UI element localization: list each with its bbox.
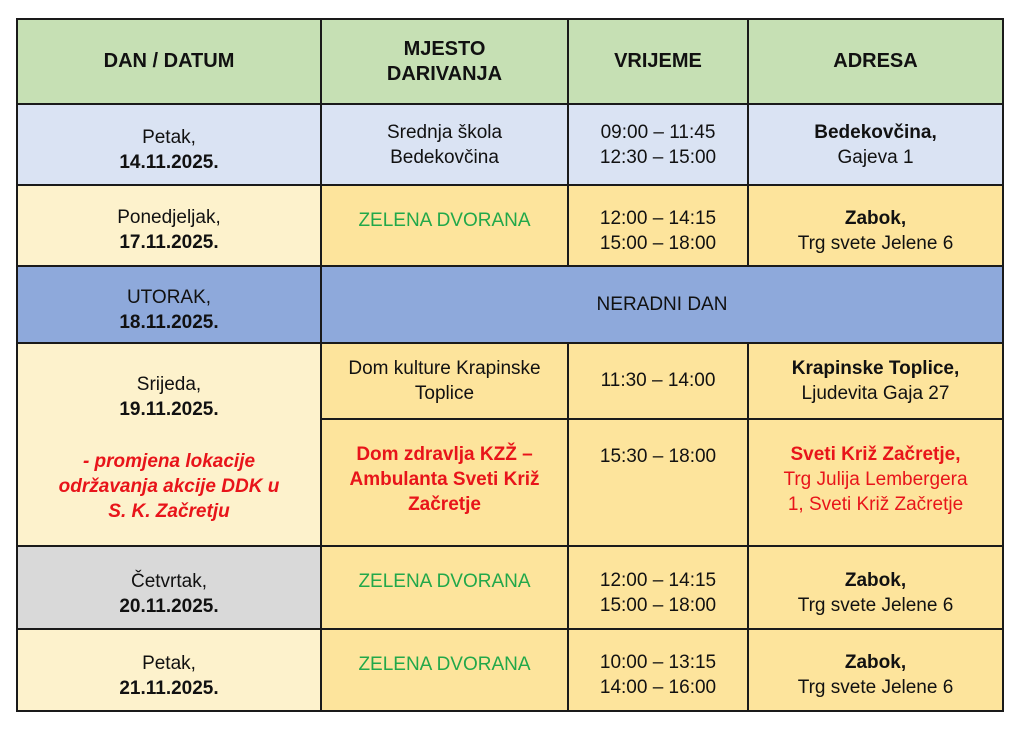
header-row	[17, 19, 1003, 104]
day-date-cell	[17, 343, 321, 546]
place-line: Dom zdravlja KZŽ –	[356, 444, 533, 465]
table-row-closed	[17, 266, 1003, 343]
closed-day-cell: NERADNI DAN	[321, 266, 1003, 343]
place-line: Bedekovčina	[390, 146, 499, 168]
table-row	[17, 343, 1003, 419]
place-cell	[321, 629, 568, 711]
place-line: Ambulanta Sveti Križ	[349, 469, 540, 490]
place-cell	[321, 546, 568, 629]
date-label: 19.11.2025.	[119, 399, 219, 420]
time-slot: 12:30 – 15:00	[599, 146, 717, 168]
day-label: Petak,	[142, 653, 196, 674]
address-street: 1, Sveti Križ Začretje	[787, 494, 964, 515]
location-change-note: održavanja akcije DDK u	[58, 476, 280, 497]
place-cell	[321, 185, 568, 266]
address-town: Bedekovčina,	[814, 121, 937, 143]
location-change-note: S. K. Začretju	[108, 501, 230, 522]
time-cell	[568, 185, 748, 266]
day-label: Četvrtak,	[130, 570, 208, 592]
date-label: 21.11.2025.	[119, 678, 219, 699]
address-cell	[748, 185, 1003, 266]
address-town: Zabok,	[844, 652, 907, 673]
place-line: Toplice	[414, 383, 475, 404]
time-slot: 12:00 – 14:15	[599, 569, 717, 591]
place-cell	[321, 343, 568, 419]
address-cell	[748, 419, 1003, 546]
address-street: Gajeva 1	[837, 146, 914, 168]
day-label: Ponedjeljak,	[117, 206, 221, 228]
time-slot: 15:00 – 18:00	[599, 232, 717, 254]
day-date-cell	[17, 266, 321, 343]
table-row	[17, 104, 1003, 185]
address-street: Ljudevita Gaja 27	[801, 383, 950, 404]
table-row	[17, 185, 1003, 266]
place-line: Začretje	[408, 494, 481, 515]
time-slot: 10:00 – 13:15	[599, 652, 717, 673]
header-address: ADRESA	[748, 19, 1003, 104]
place-line: ZELENA DVORANA	[358, 210, 531, 231]
time-slot: 15:30 – 18:00	[599, 446, 717, 467]
address-cell	[748, 629, 1003, 711]
address-street: Trg svete Jelene 6	[797, 677, 954, 698]
header-place-line1: MJESTO	[403, 37, 486, 60]
day-label: Srijeda,	[136, 374, 202, 395]
address-town: Zabok,	[844, 569, 907, 591]
day-date-cell	[17, 546, 321, 629]
place-line: Dom kulture Krapinske	[348, 358, 541, 379]
time-cell	[568, 343, 748, 419]
time-cell	[568, 546, 748, 629]
address-street: Trg svete Jelene 6	[797, 594, 954, 616]
header-time: VRIJEME	[568, 19, 748, 104]
time-slot: 12:00 – 14:15	[599, 207, 717, 229]
address-cell	[748, 546, 1003, 629]
place-line: ZELENA DVORANA	[358, 571, 531, 592]
table-row	[17, 629, 1003, 711]
day-label: Petak,	[142, 126, 196, 148]
time-cell	[568, 629, 748, 711]
location-change-note: - promjena lokacije	[82, 451, 256, 472]
date-label: 14.11.2025.	[119, 151, 219, 173]
header-place	[321, 19, 568, 104]
time-slot: 14:00 – 16:00	[599, 677, 717, 698]
time-slot: 15:00 – 18:00	[599, 594, 717, 616]
header-place-line2: DARIVANJA	[386, 62, 503, 85]
time-cell	[568, 419, 748, 546]
address-street: Trg Julija Lembergera	[783, 469, 968, 490]
day-date-cell	[17, 629, 321, 711]
day-date-cell	[17, 185, 321, 266]
header-day-date: DAN / DATUM	[17, 19, 321, 104]
address-cell	[748, 343, 1003, 419]
address-town: Zabok,	[844, 207, 907, 229]
day-label: UTORAK,	[126, 286, 212, 308]
place-cell	[321, 419, 568, 546]
time-slot: 09:00 – 11:45	[600, 121, 716, 143]
time-slot: 11:30 – 14:00	[600, 370, 716, 391]
blood-donation-schedule-table	[16, 18, 1004, 712]
address-street: Trg svete Jelene 6	[797, 232, 954, 254]
place-line: Srednja škola	[386, 121, 503, 143]
date-label: 17.11.2025.	[119, 231, 219, 253]
place-line: ZELENA DVORANA	[358, 654, 531, 675]
day-date-cell	[17, 104, 321, 185]
date-label: 18.11.2025.	[119, 311, 219, 333]
table-row	[17, 546, 1003, 629]
date-label: 20.11.2025.	[119, 595, 219, 617]
place-cell	[321, 104, 568, 185]
address-cell	[748, 104, 1003, 185]
address-town: Krapinske Toplice,	[791, 358, 960, 379]
address-town: Sveti Križ Začretje,	[790, 444, 961, 465]
time-cell	[568, 104, 748, 185]
